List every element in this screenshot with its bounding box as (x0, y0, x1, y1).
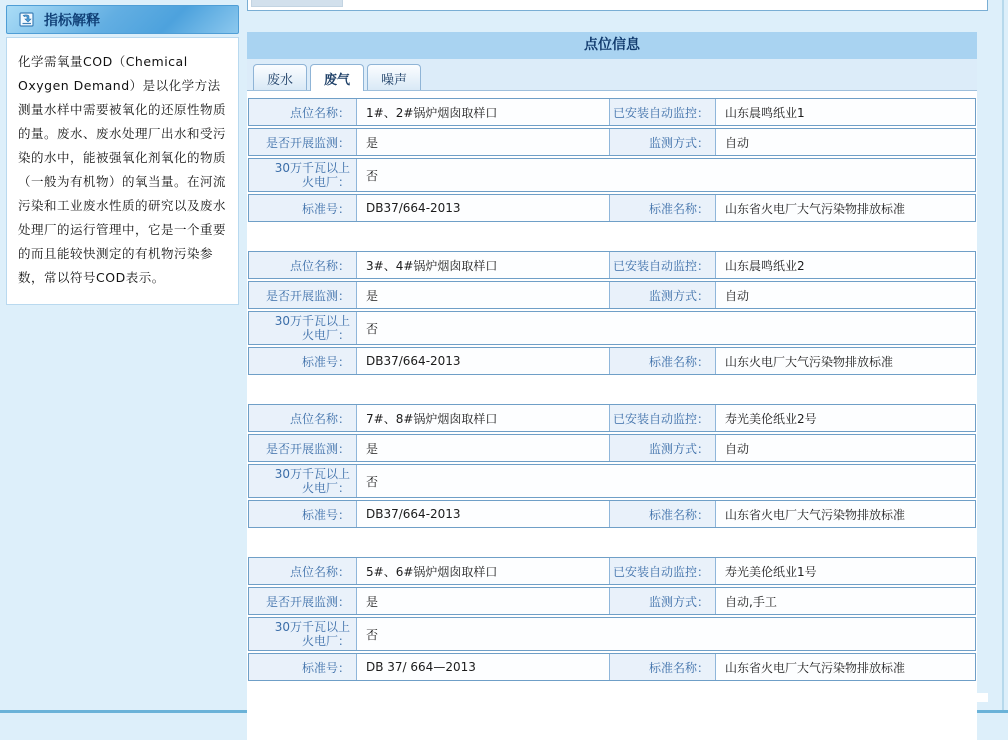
field-label-power-plant-line2: 火电厂： (301, 634, 350, 648)
tab-wastewater[interactable]: 废水 (253, 64, 307, 90)
field-label-method: 监测方式： (610, 435, 716, 461)
field-value-standard-no: DB37/664-2013 (357, 501, 610, 527)
field-value-standard-name: 山东省火电厂大气污染物排放标准 (716, 195, 975, 221)
field-label-monitoring: 是否开展监测： (249, 588, 357, 614)
field-label-method: 监测方式： (610, 282, 716, 308)
field-value-power-plant: 否 (357, 465, 975, 497)
field-label-point-name: 点位名称： (249, 252, 357, 278)
field-label-power-plant (249, 618, 357, 650)
field-value-power-plant: 否 (357, 159, 975, 191)
panel-footer-strip (247, 693, 988, 702)
field-label-method: 监测方式： (610, 129, 716, 155)
table-row (248, 557, 976, 585)
field-value-auto-monitor: 山东晨鸣纸业2 (716, 252, 975, 278)
field-label-standard-no: 标准号： (249, 348, 357, 374)
field-value-standard-no: DB 37/ 664—2013 (357, 654, 610, 680)
point-block-2 (248, 251, 976, 375)
field-label-monitoring: 是否开展监测： (249, 435, 357, 461)
field-label-monitoring: 是否开展监测： (249, 129, 357, 155)
table-row (248, 251, 976, 279)
field-label-standard-name: 标准名称： (610, 195, 716, 221)
report-icon (18, 12, 36, 28)
field-value-auto-monitor: 寿光美伦纸业1号 (716, 558, 975, 584)
remnant-tab (251, 0, 343, 7)
table-row (248, 653, 976, 681)
field-label-auto-monitor: 已安装自动监控： (610, 252, 716, 278)
field-value-method: 自动 (716, 435, 975, 461)
field-label-standard-name: 标准名称： (610, 654, 716, 680)
field-value-point-name: 5#、6#锅炉烟囱取样口 (357, 558, 610, 584)
point-info-panel (247, 32, 977, 740)
indicator-description: 化学需氧量COD（Chemical Oxygen Demand）是以化学方法测量水样中需要被氧化的还原性物质的量。废水、废水处理厂出水和受污染的水中，能被强氧化剂氧化的物质（一般为有机物）的氧当量。在河流污染和工业废水性质的研究以及废水处理厂的运行管理中，它是一个重要的而且能较快测定的有机物污染参数，常以符号COD表示。 (6, 37, 239, 305)
top-panel-remnant (247, 0, 988, 11)
field-label-point-name: 点位名称： (249, 558, 357, 584)
field-label-standard-name: 标准名称： (610, 501, 716, 527)
tab-content (247, 91, 977, 740)
sidebar-header (6, 5, 239, 34)
field-label-auto-monitor: 已安装自动监控： (610, 558, 716, 584)
field-label-power-plant-line1: 30万千瓦以上 (274, 467, 350, 481)
field-value-power-plant: 否 (357, 312, 975, 344)
field-value-method: 自动 (716, 129, 975, 155)
field-label-point-name: 点位名称： (249, 99, 357, 125)
field-label-power-plant-line2: 火电厂： (301, 328, 350, 342)
field-value-standard-no: DB37/664-2013 (357, 195, 610, 221)
point-block-1 (248, 98, 976, 222)
field-value-point-name: 7#、8#锅炉烟囱取样口 (357, 405, 610, 431)
table-row (248, 158, 976, 192)
field-value-monitoring: 是 (357, 129, 610, 155)
field-label-standard-no: 标准号： (249, 195, 357, 221)
field-value-method: 自动 (716, 282, 975, 308)
table-row (248, 194, 976, 222)
field-label-auto-monitor: 已安装自动监控： (610, 405, 716, 431)
table-row (248, 434, 976, 462)
field-value-auto-monitor: 寿光美伦纸业2号 (716, 405, 975, 431)
field-label-standard-no: 标准号： (249, 501, 357, 527)
field-value-power-plant: 否 (357, 618, 975, 650)
panel-title: 点位信息 (247, 32, 977, 59)
field-label-power-plant-line2: 火电厂： (301, 481, 350, 495)
field-value-standard-name: 山东省火电厂大气污染物排放标准 (716, 654, 975, 680)
sidebar-indicator-explanation (6, 5, 239, 305)
field-label-power-plant-line1: 30万千瓦以上 (274, 161, 350, 175)
field-value-point-name: 1#、2#锅炉烟囱取样口 (357, 99, 610, 125)
field-label-power-plant (249, 312, 357, 344)
tab-bar (247, 59, 977, 91)
field-value-monitoring: 是 (357, 435, 610, 461)
point-block-3 (248, 404, 976, 528)
field-label-power-plant-line1: 30万千瓦以上 (274, 620, 350, 634)
field-value-point-name: 3#、4#锅炉烟囱取样口 (357, 252, 610, 278)
table-row (248, 617, 976, 651)
content-empty-space (248, 710, 976, 740)
table-row (248, 404, 976, 432)
field-label-auto-monitor: 已安装自动监控： (610, 99, 716, 125)
tab-noise[interactable]: 噪声 (367, 64, 421, 90)
table-row (248, 281, 976, 309)
field-value-standard-no: DB37/664-2013 (357, 348, 610, 374)
table-row (248, 500, 976, 528)
table-row (248, 311, 976, 345)
page-right-border (1002, 0, 1004, 713)
field-value-standard-name: 山东省火电厂大气污染物排放标准 (716, 501, 975, 527)
field-value-monitoring: 是 (357, 588, 610, 614)
field-value-method: 自动,手工 (716, 588, 975, 614)
field-label-power-plant-line2: 火电厂： (301, 175, 350, 189)
table-row (248, 347, 976, 375)
field-label-power-plant-line1: 30万千瓦以上 (274, 314, 350, 328)
table-row (248, 98, 976, 126)
field-label-method: 监测方式： (610, 588, 716, 614)
field-label-standard-name: 标准名称： (610, 348, 716, 374)
tab-waste-gas[interactable]: 废气 (310, 64, 364, 91)
field-value-auto-monitor: 山东晨鸣纸业1 (716, 99, 975, 125)
field-label-monitoring: 是否开展监测： (249, 282, 357, 308)
field-label-standard-no: 标准号： (249, 654, 357, 680)
field-value-monitoring: 是 (357, 282, 610, 308)
field-label-power-plant (249, 159, 357, 191)
table-row (248, 464, 976, 498)
field-label-power-plant (249, 465, 357, 497)
table-row (248, 128, 976, 156)
point-block-4 (248, 557, 976, 681)
field-value-standard-name: 山东火电厂大气污染物排放标准 (716, 348, 975, 374)
table-row (248, 587, 976, 615)
sidebar-title: 指标解释 (44, 12, 100, 29)
field-label-point-name: 点位名称： (249, 405, 357, 431)
